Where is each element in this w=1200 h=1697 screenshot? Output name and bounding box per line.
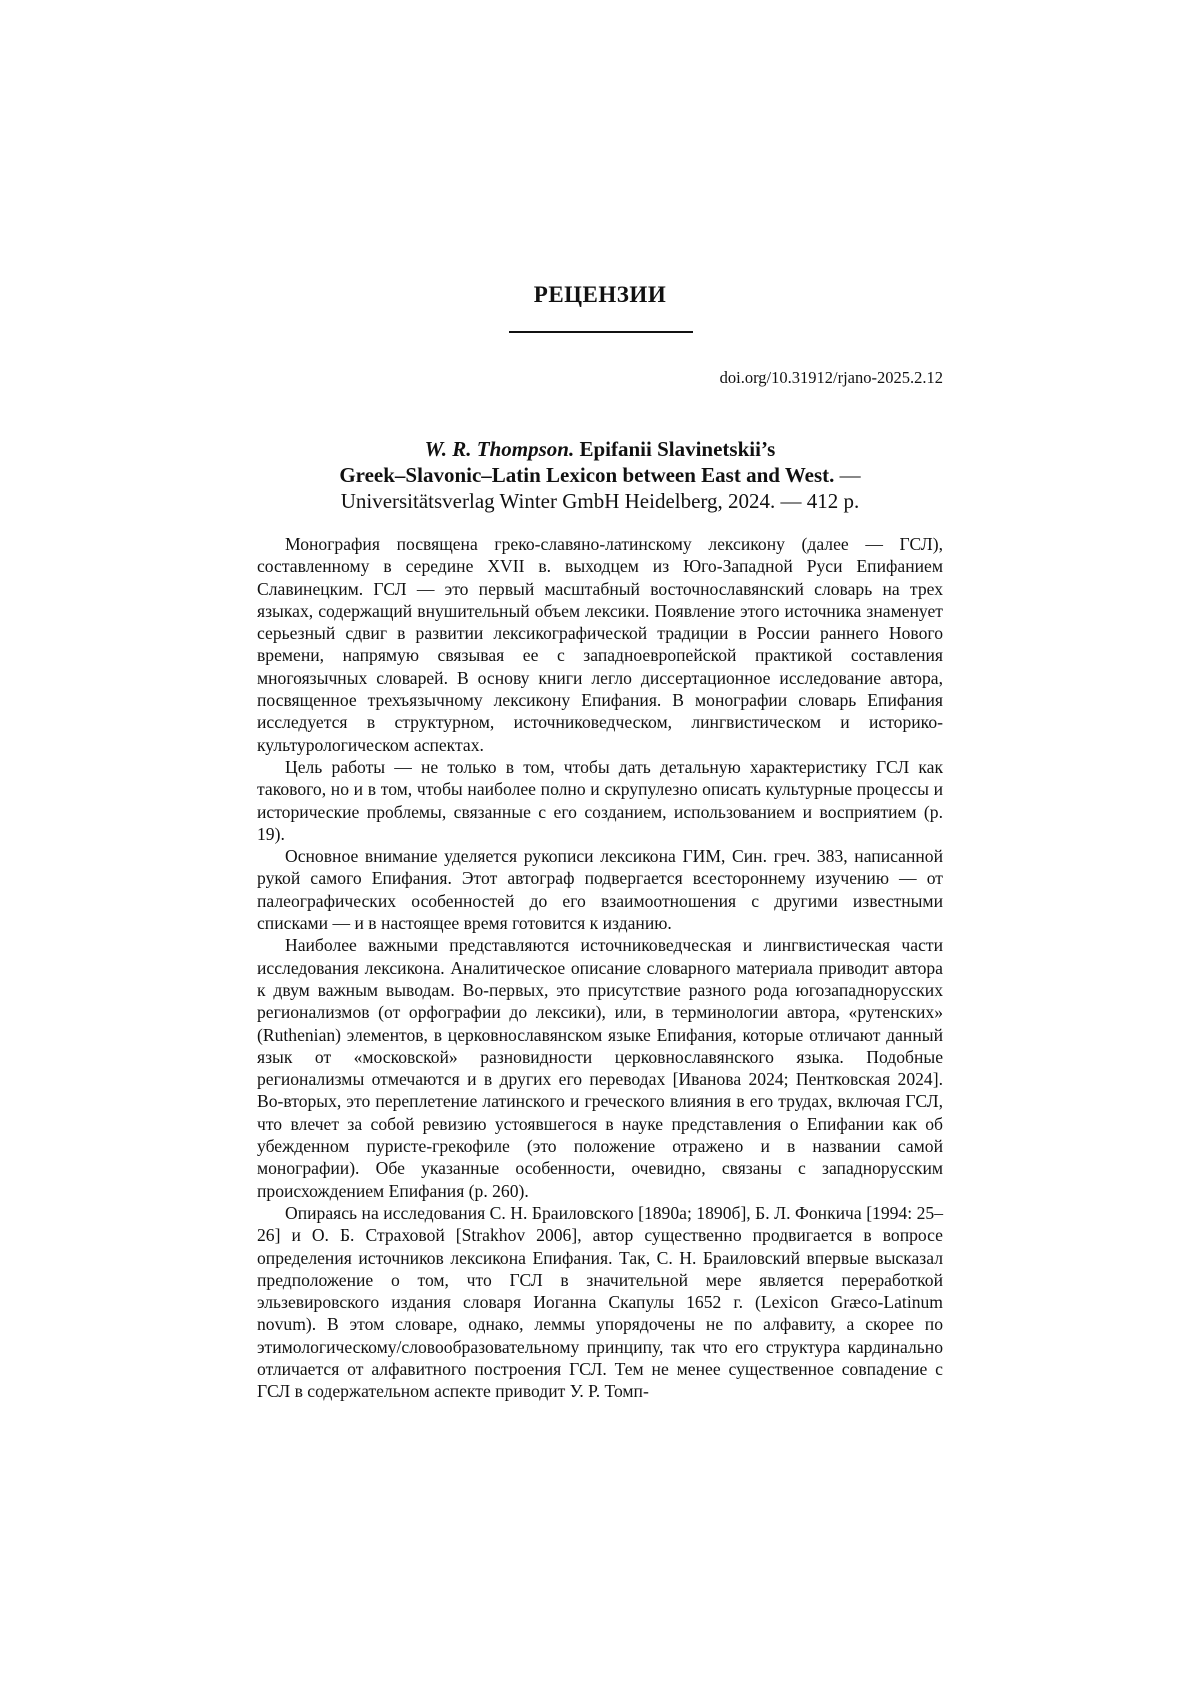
paragraph: Цель работы — не только в том, чтобы дать детальную характеристику ГСЛ как такового, но и в том, чтобы наиболее полно и скрупулезно описать культурные процессы и исторические проблемы, связанные с его созданием, использованием и восприятием (p. 19). <box>257 756 943 844</box>
book-title-part-1: Epifanii Slavinetskii’s <box>579 437 776 461</box>
section-title: РЕЦЕНЗИИ <box>533 282 667 307</box>
paragraph: Основное внимание уделяется рукописи лексикона ГИМ, Син. греч. 383, написанной рукой самого Епифания. Этот автограф подвергается всестороннему изучению — от палеографических особенностей до его взаимоотношения с другими известными списками — и в настоящее время готовится к изданию. <box>257 846 943 934</box>
book-title-part-2: Greek–Slavonic–Latin Lexicon between East and West. <box>339 463 835 487</box>
paragraph: Монография посвящена греко-славяно-латинскому лексикону (далее — ГСЛ), составленному в середине XVII в. выходцем из Юго-Западной Руси Епифанием Славинецким. ГСЛ — это первый масштабный восточнославянский словарь на трех языках, содержащий внушительный объем лексики. Появление этого источника знаменует серьезный сдвиг в развитии лексикографической традиции в России раннего Нового времени, напрямую связывая ее с западноевропейской практикой составления многоязычных словарей. В основу книги легло диссертационное исследование автора, посвященное трехъязычному лексикону Епифания. В монографии словарь Епифания исследуется в структурном, источниковедческом, лингвистическом и историко-культурологическом аспектах. <box>257 534 943 755</box>
paragraph: Наиболее важными представляются источниковедческая и лингвистическая части исследования лексикона. Аналитическое описание словарного материала приводит автора к двум важным выводам. Во-первых, это присутствие разного рода югозападнорусских регионализмов (от орфографии до лексики), или, в терминологии автора, «рутенских» (Ruthenian) элементов, в церковнославянском языке Епифания, которые отличают данный язык от «московской» разновидности церковнославянского языка. Подобные регионализмы отмечаются и в других его переводах [Иванова 2024; Пентковская 2024]. Во-вторых, это переплетение латинского и греческого влияния в его трудах, включая ГСЛ, что влечет за собой ревизию устоявшегося в науке представления о Епифании как об убежденном пуристе-грекофиле (это положение отражено и в названии самой монографии). Обе указанные особенности, очевидно, связаны с западнорусским происхождением Епифания (p. 260). <box>257 935 943 1201</box>
heading-line-1 <box>257 436 943 462</box>
publisher-line: Universitätsverlag Winter GmbH Heidelberg, 2024. — 412 p. <box>340 489 860 513</box>
reviewed-author: W. R. Thompson. <box>424 437 575 461</box>
review-body <box>257 533 943 1403</box>
heading-line-2 <box>257 462 943 488</box>
title-underline <box>509 331 693 333</box>
review-heading <box>257 436 943 514</box>
paragraph: Опираясь на исследования С. Н. Браиловского [1890а; 1890б], Б. Л. Фонкича [1994: 25–26] и О. Б. Страховой [Strakhov 2006], автор существенно продвигается в вопросе определения источников лексикона Епифания. Так, С. Н. Браиловский впервые высказал предположение о том, что ГСЛ в значительной мере является переработкой эльзевировского издания словаря Иоганна Скапулы 1652 г. (Lexicon Græco-Latinum novum). В этом словаре, однако, леммы упорядочены не по алфавиту, а скорее по этимологическому/словообразовательному принципу, так что его структура кардинально отличается от алфавитного построения ГСЛ. Тем не менее существенное совпадение с ГСЛ в содержательном аспекте приводит У. Р. Томп- <box>257 1202 943 1402</box>
doi-reference: doi.org/10.31912/rjano-2025.2.12 <box>719 368 943 387</box>
heading-dash: — <box>839 463 861 487</box>
